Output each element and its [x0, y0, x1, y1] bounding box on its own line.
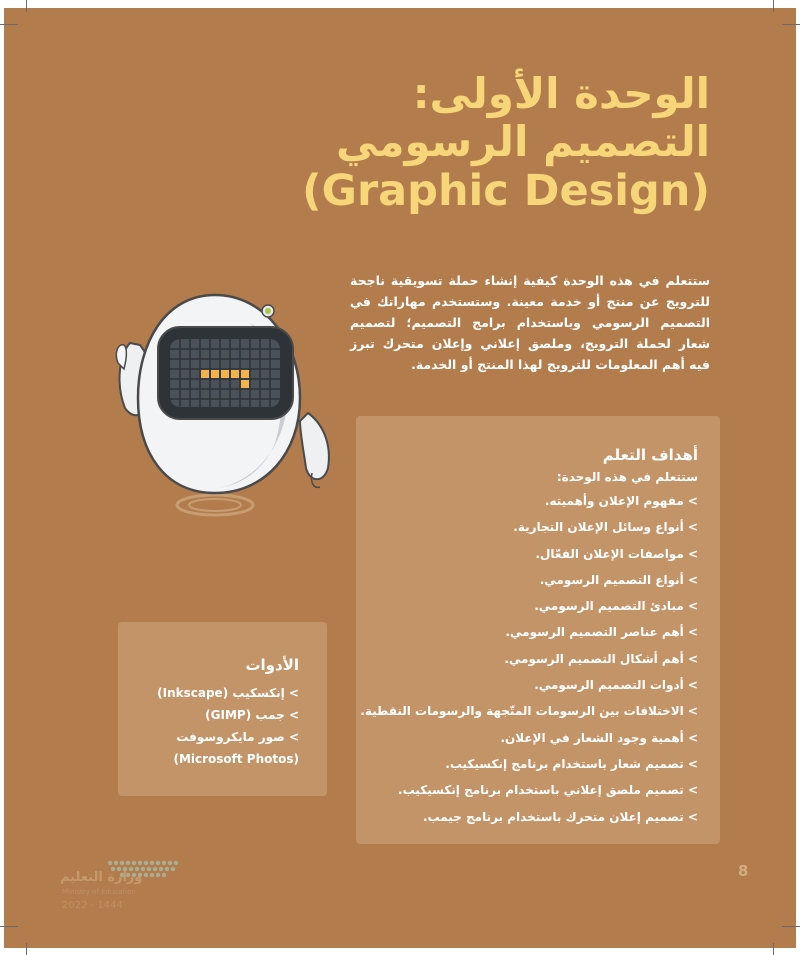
- page-number: 8: [738, 862, 749, 880]
- goal-item: > تصميم إعلان متحرك باستخدام برنامج جيمب.: [422, 809, 698, 824]
- unit-title-line2: التصميم الرسومي: [336, 117, 710, 167]
- tools-list: [128, 682, 299, 770]
- intro-paragraph: ستتعلم في هذه الوحدة كيفية إنشاء حملة تسويقية ناجحة للترويج عن منتج أو خدمة معينة. وستستخدم مهاراتك في التصميم الرسومي وباستخدام برامج التصميم؛ لتصميم شعار لحملة الترويج، وملصق إعلاني وإعلان متحرك تبرز فيه أهم المعلومات للترويج لهذا المنتج أو الخدمة.: [350, 273, 710, 372]
- tools-heading: الأدوات: [245, 656, 299, 674]
- crop-mark: [26, 0, 27, 12]
- crop-mark: [782, 926, 800, 927]
- goal-item: > الاختلافات بين الرسومات المتّجهة والرسومات النقطية.: [360, 704, 698, 719]
- learning-goals-lead: ستتعلم في هذه الوحدة:: [556, 470, 698, 484]
- crop-mark: [773, 943, 774, 955]
- learning-goals-heading: أهداف التعلم: [602, 446, 698, 464]
- crop-mark: [782, 24, 800, 25]
- goal-item: > تصميم ملصق إعلاني باستخدام برنامج إنكسيكيب.: [398, 783, 698, 798]
- tool-item: > صور مايكروسوفت (Microsoft Photos): [173, 730, 299, 766]
- goal-item: > تصميم شعار باستخدام برنامج إنكسيكيب.: [445, 756, 698, 771]
- tools-panel: [118, 622, 327, 796]
- unit-title-line3: (Graphic Design): [302, 165, 710, 216]
- goal-item: > أهم عناصر التصميم الرسومي.: [505, 625, 698, 640]
- ministry-subtitle: Ministry of Education: [62, 888, 136, 896]
- crop-mark: [773, 0, 774, 12]
- ministry-name: وزارة التعليم: [60, 870, 143, 885]
- goal-item: > أنواع وسائل الإعلان التجارية.: [513, 520, 698, 535]
- crop-mark: [0, 24, 18, 25]
- learning-goals-panel: [356, 416, 720, 844]
- goal-item: > مفهوم الإعلان وأهميته.: [544, 494, 698, 508]
- goal-item: > مبادئ التصميم الرسومي.: [534, 599, 698, 614]
- tool-item: > جمب (GIMP): [205, 708, 299, 722]
- crop-mark: [26, 943, 27, 955]
- goal-item: > مواصفات الإعلان الفعّال.: [535, 546, 698, 561]
- goal-item: > أنواع التصميم الرسومي.: [539, 572, 698, 587]
- unit-title: [302, 70, 710, 216]
- goal-item: > أدوات التصميم الرسومي.: [534, 678, 698, 693]
- tool-item: > إنكسكيب (Inkscape): [157, 686, 299, 700]
- learning-goals-list: [360, 488, 698, 830]
- unit-title-line1: الوحدة الأولى:: [412, 69, 710, 118]
- robot-illustration: [100, 283, 350, 523]
- page: [4, 8, 796, 948]
- goal-item: > أهمية وجود الشعار في الإعلان.: [500, 730, 698, 745]
- goal-item: > أهم أشكال التصميم الرسومي.: [504, 651, 698, 666]
- ministry-year: 2022 - 1444: [62, 900, 123, 911]
- crop-mark: [0, 926, 18, 927]
